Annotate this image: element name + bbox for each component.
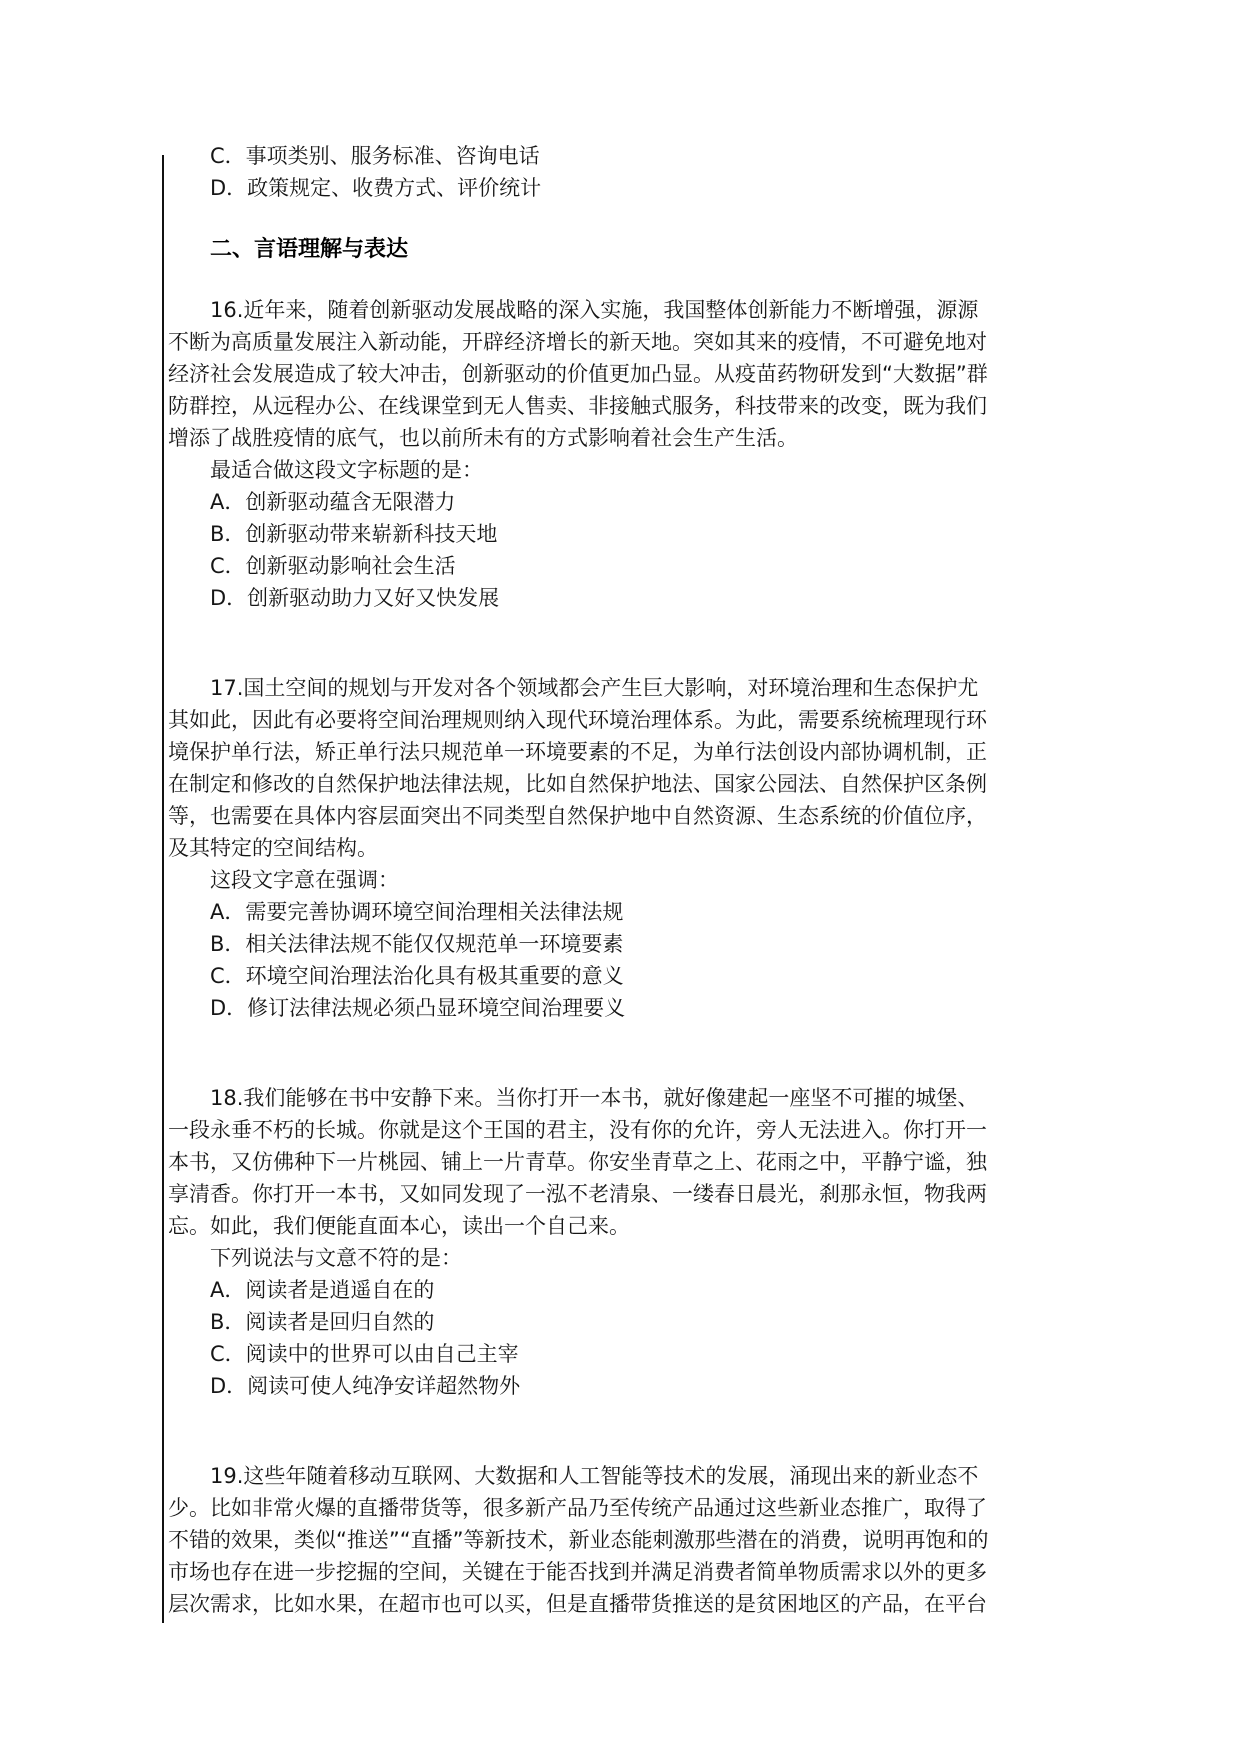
- paragraph-line: 在制定和修改的自然保护地法律法规，比如自然保护地法、国家公园法、自然保护区条例: [168, 772, 987, 796]
- section-heading-part2: [168, 234, 1188, 266]
- paragraph-line: 等，也需要在具体内容层面突出不同类型自然保护地中自然资源、生态系统的价值位序，: [168, 804, 987, 828]
- question-17-stem: [168, 672, 1188, 864]
- paragraph-line: 不错的效果，类似“推送”“直播”等新技术，新业态能刺激那些潜在的消费，说明再饱和的: [168, 1528, 989, 1552]
- question-prompt-text: 这段文字意在强调：: [210, 868, 399, 892]
- section-heading-text: 二、言语理解与表达: [210, 237, 409, 262]
- question-17-options: [168, 896, 1188, 1024]
- answer-option: C．环境空间治理法治化具有极其重要的意义: [210, 964, 624, 988]
- paragraph-line: 及其特定的空间结构。: [168, 836, 378, 860]
- question-16-stem: [168, 294, 1188, 454]
- question-18-stem: [168, 1082, 1188, 1242]
- answer-option: B．创新驱动带来崭新科技天地: [210, 522, 498, 546]
- paragraph-line: 享清香。你打开一本书，又如同发现了一泓不老清泉、一缕春日晨光，刹那永恒，物我两: [168, 1182, 987, 1206]
- answer-option: A．创新驱动蕴含无限潜力: [210, 490, 456, 514]
- question-prompt-text: 最适合做这段文字标题的是：: [210, 458, 483, 482]
- question-16-options: [168, 486, 1188, 614]
- answer-option: B．阅读者是回归自然的: [210, 1310, 435, 1334]
- paragraph-line: 少。比如非常火爆的直播带货等，很多新产品乃至传统产品通过这些新业态推广，取得了: [168, 1496, 987, 1520]
- paragraph-line: 一段永垂不朽的长城。你就是这个王国的君主，没有你的允许，旁人无法进入。你打开一: [168, 1118, 987, 1142]
- paragraph-line: 层次需求，比如水果，在超市也可以买，但是直播带货推送的是贫困地区的产品，在平台: [168, 1592, 987, 1616]
- paragraph-line: 经济社会发展造成了较大冲击，创新驱动的价值更加凸显。从疫苗药物研发到“大数据”群: [168, 362, 988, 386]
- paragraph-line: 忘。如此，我们便能直面本心，读出一个自己来。: [168, 1214, 630, 1238]
- answer-option: C．创新驱动影响社会生活: [210, 554, 456, 578]
- paragraph-line: 19.这些年随着移动互联网、大数据和人工智能等技术的发展，涌现出来的新业态不: [210, 1464, 979, 1488]
- question-19-stem: [168, 1460, 1188, 1620]
- answer-option: A．阅读者是逍遥自在的: [210, 1278, 435, 1302]
- paragraph-line: 其如此，因此有必要将空间治理规则纳入现代环境治理体系。为此，需要系统梳理现行环: [168, 708, 987, 732]
- answer-option: A．需要完善协调环境空间治理相关法律法规: [210, 900, 624, 924]
- answer-option: D．政策规定、收费方式、评价统计: [210, 176, 542, 200]
- paragraph-line: 防群控，从远程办公、在线课堂到无人售卖、非接触式服务，科技带来的改变，既为我们: [168, 394, 987, 418]
- answer-option: C．阅读中的世界可以由自己主宰: [210, 1342, 519, 1366]
- answer-option: C．事项类别、服务标准、咨询电话: [210, 144, 540, 168]
- paragraph-line: 不断为高质量发展注入新动能，开辟经济增长的新天地。突如其来的疫情，不可避免地对: [168, 330, 987, 354]
- paragraph-line: 市场也存在进一步挖掘的空间，关键在于能否找到并满足消费者简单物质需求以外的更多: [168, 1560, 987, 1584]
- question-15-options-cd: [168, 140, 1188, 204]
- answer-option: D．修订法律法规必须凸显环境空间治理要义: [210, 996, 626, 1020]
- question-prompt-text: 下列说法与文意不符的是：: [210, 1246, 462, 1270]
- answer-option: D．创新驱动助力又好又快发展: [210, 586, 500, 610]
- left-rule-line: [162, 155, 164, 1623]
- paragraph-line: 16.近年来，随着创新驱动发展战略的深入实施，我国整体创新能力不断增强，源源: [210, 298, 979, 322]
- paragraph-line: 18.我们能够在书中安静下来。当你打开一本书，就好像建起一座坚不可摧的城堡、: [210, 1086, 979, 1110]
- paragraph-line: 增添了战胜疫情的底气，也以前所未有的方式影响着社会生产生活。: [168, 426, 798, 450]
- paragraph-line: 17.国土空间的规划与开发对各个领域都会产生巨大影响，对环境治理和生态保护尤: [210, 676, 979, 700]
- question-17-prompt: [168, 864, 1188, 896]
- question-18-options: [168, 1274, 1188, 1402]
- paragraph-line: 本书，又仿佛种下一片桃园、铺上一片青草。你安坐青草之上、花雨之中，平静宁谧，独: [168, 1150, 987, 1174]
- answer-option: B．相关法律法规不能仅仅规范单一环境要素: [210, 932, 624, 956]
- question-18-prompt: [168, 1242, 1188, 1274]
- question-16-prompt: [168, 454, 1188, 486]
- paragraph-line: 境保护单行法，矫正单行法只规范单一环境要素的不足，为单行法创设内部协调机制，正: [168, 740, 987, 764]
- answer-option: D．阅读可使人纯净安详超然物外: [210, 1374, 521, 1398]
- document-content: [168, 140, 1188, 1620]
